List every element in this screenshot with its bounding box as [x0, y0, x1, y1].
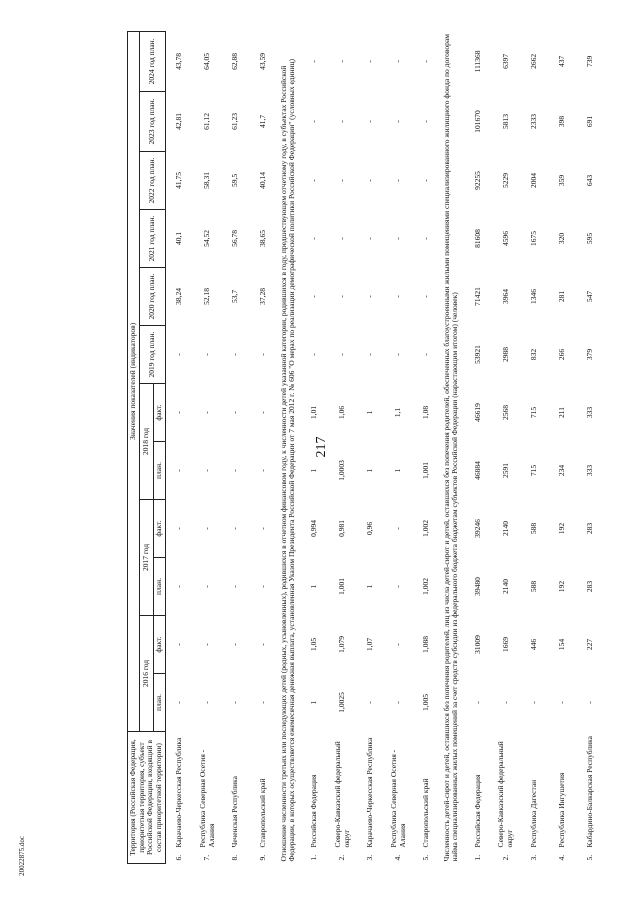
year-2016-header: 2016 год: [139, 615, 153, 731]
value-cell: 40,1: [174, 231, 184, 246]
value-cell: -: [500, 701, 510, 704]
value-cell: 5229: [500, 172, 510, 188]
value-cell: -: [421, 353, 431, 356]
table-row: [194, 31, 222, 863]
value-cell: 281: [556, 290, 566, 303]
territory-name: Российская Федерация: [472, 774, 482, 848]
row-number: 1.: [309, 854, 319, 861]
value-cell: 1,001: [421, 462, 431, 479]
value-cell: 2140: [500, 578, 510, 594]
value-cell: -: [472, 701, 482, 704]
value-cell: -: [230, 411, 240, 414]
value-cell: 1,002: [421, 520, 431, 537]
value-cell: 56,78: [230, 230, 240, 247]
year-2022-header: 2022 год план.: [139, 151, 165, 209]
value-cell: 2568: [500, 404, 510, 420]
value-cell: 6397: [500, 53, 510, 69]
value-cell: -: [365, 701, 375, 704]
value-cell: 283: [584, 522, 594, 535]
row-number: 3.: [365, 854, 375, 861]
value-cell: 547: [584, 290, 594, 303]
value-cell: 1,07: [365, 637, 375, 652]
value-cell: 61,23: [230, 113, 240, 130]
section-2-title: Численность детей-сирот и детей, оставшихся без попечения родителей, лиц из числа детей-сирот и детей, оставшихся без попечения родителей, обеспеченных благоустроенными жилыми помещениями специализированного жилищного фонда по договорам найма специализированных жилых помещений за счет средств субсидии из федерального бюджета бюджетам субъектов Российской Федерации (нарастающим итогом) (человек): [441, 34, 460, 862]
value-cell: 39246: [472, 519, 482, 538]
value-cell: -: [202, 469, 212, 472]
plan-header: план.: [153, 673, 165, 731]
value-cell: -: [584, 701, 594, 704]
table-row: [329, 31, 357, 863]
value-cell: 234: [556, 464, 566, 477]
value-cell: 92255: [472, 171, 482, 190]
value-cell: 2333: [528, 113, 538, 129]
value-cell: -: [230, 701, 240, 704]
value-cell: 0,981: [337, 520, 347, 537]
row-number: 6.: [174, 854, 184, 861]
value-cell: 53,7: [230, 289, 240, 304]
value-cell: 1: [309, 700, 319, 705]
value-cell: 1,01: [309, 405, 319, 420]
fact-header: факт.: [153, 499, 165, 557]
value-cell: 1,06: [337, 405, 347, 420]
value-cell: 1,0025: [337, 692, 347, 713]
page-number: 217: [314, 436, 329, 458]
year-2021-header: 2021 год план.: [139, 209, 165, 267]
value-cell: -: [393, 60, 403, 63]
value-cell: -: [174, 585, 184, 588]
value-cell: 715: [528, 406, 538, 419]
value-cell: 53921: [472, 345, 482, 364]
value-cell: -: [202, 585, 212, 588]
value-cell: -: [230, 353, 240, 356]
value-cell: -: [174, 701, 184, 704]
year-2023-header: 2023 год план.: [139, 91, 165, 151]
value-cell: -: [393, 585, 403, 588]
value-cell: 1669: [500, 636, 510, 652]
value-cell: 46619: [472, 403, 482, 422]
value-cell: -: [365, 353, 375, 356]
value-cell: -: [202, 411, 212, 414]
value-cell: -: [258, 527, 268, 530]
value-cell: 588: [528, 522, 538, 535]
value-cell: 1,08: [421, 405, 431, 420]
table-body-section-1: [301, 31, 441, 863]
value-cell: -: [309, 60, 319, 63]
row-number: 2.: [337, 854, 347, 861]
value-cell: -: [365, 60, 375, 63]
value-cell: -: [258, 469, 268, 472]
territory-name: Республика Северная Осетия - Алания: [197, 749, 216, 848]
value-cell: 227: [584, 638, 594, 651]
value-cell: -: [309, 353, 319, 356]
value-cell: -: [309, 120, 319, 123]
value-cell: 691: [584, 115, 594, 128]
value-cell: -: [258, 411, 268, 414]
value-cell: -: [365, 295, 375, 298]
value-cell: 39480: [472, 577, 482, 596]
fact-header: факт.: [153, 615, 165, 673]
territory-name: Северо-Кавказский федеральный округ: [496, 741, 514, 848]
value-cell: 1: [309, 584, 319, 589]
row-number: 5.: [421, 854, 431, 861]
value-cell: -: [393, 295, 403, 298]
territory-name: Республика Дагестан: [528, 779, 538, 848]
value-cell: -: [337, 353, 347, 356]
value-cell: 1,005: [421, 694, 431, 711]
value-cell: 266: [556, 348, 566, 361]
value-cell: -: [393, 237, 403, 240]
value-cell: -: [528, 701, 538, 704]
value-cell: -: [421, 295, 431, 298]
value-cell: 71421: [472, 287, 482, 306]
value-cell: 398: [556, 115, 566, 128]
value-cell: -: [174, 353, 184, 356]
territory-name: Ставропольский край: [421, 778, 431, 848]
value-cell: 1,0003: [337, 460, 347, 481]
territory-name: Республика Ингушетия: [556, 772, 566, 848]
value-cell: 41,75: [174, 172, 184, 189]
value-cell: 38,65: [258, 230, 268, 247]
value-cell: 2140: [500, 520, 510, 536]
section-2-heading: [441, 31, 464, 863]
value-cell: 111368: [472, 50, 482, 73]
year-2024-header: 2024 год план.: [139, 31, 165, 91]
value-cell: 4596: [500, 230, 510, 246]
value-cell: 1: [365, 584, 375, 589]
table-row: [413, 31, 441, 863]
value-cell: 2662: [528, 53, 538, 69]
value-cell: 2591: [500, 462, 510, 478]
value-cell: 2988: [500, 346, 510, 362]
value-cell: 59,5: [230, 173, 240, 188]
year-2018-header: 2018 год: [139, 383, 153, 499]
territory-name: Карачаево-Черкесская Республика: [365, 737, 375, 848]
table-row: [301, 31, 329, 863]
value-cell: -: [230, 643, 240, 646]
value-cell: -: [421, 179, 431, 182]
value-cell: 832: [528, 348, 538, 361]
value-cell: 62,88: [230, 52, 240, 70]
value-cell: -: [421, 237, 431, 240]
value-cell: -: [309, 237, 319, 240]
row-number: 4.: [393, 854, 403, 861]
value-cell: -: [393, 353, 403, 356]
value-cell: 1,001: [337, 578, 347, 595]
value-cell: 643: [584, 174, 594, 187]
value-cell: 1: [365, 410, 375, 415]
value-cell: 43,59: [258, 52, 268, 70]
territory-name: Ставропольский край: [258, 778, 268, 848]
fact-header: факт.: [153, 383, 165, 441]
value-cell: 715: [528, 464, 538, 477]
value-cell: 46884: [472, 461, 482, 480]
value-cell: -: [258, 585, 268, 588]
value-cell: -: [230, 469, 240, 472]
year-2020-header: 2020 год план.: [139, 267, 165, 325]
value-cell: 1,079: [337, 636, 347, 653]
value-cell: 359: [556, 174, 566, 187]
value-cell: -: [309, 295, 319, 298]
value-cell: -: [202, 701, 212, 704]
value-cell: -: [365, 120, 375, 123]
table-row: [165, 31, 194, 863]
value-cell: -: [258, 701, 268, 704]
plan-header: план.: [153, 441, 165, 499]
section-1-title: Отношение численности третьих или последующих детей (родных, усыновленных), родившихся в отчетном финансовом году, к численности детей указанной категории, родившихся в году, предшествующем отчетному году, в субъектах Российской Федерации, в которых осуществляется ежемесячная денежная выплата, установленная Указом Президента Российской Федерации от 7 мая 2012 г. № 606 "О мерах по реализации демографической политики Российской Федерации" (условных единиц): [278, 58, 297, 862]
table-row: [548, 31, 576, 863]
territory-name: Чеченская Республика: [230, 776, 240, 848]
value-cell: 595: [584, 232, 594, 245]
table-row: [250, 31, 278, 863]
value-cell: -: [202, 643, 212, 646]
value-cell: 1,002: [421, 578, 431, 595]
value-cell: -: [556, 701, 566, 704]
plan-header: план.: [153, 557, 165, 615]
value-cell: 43,78: [174, 52, 184, 70]
value-cell: 64,05: [202, 52, 212, 70]
value-cell: 1675: [528, 230, 538, 246]
value-cell: -: [393, 527, 403, 530]
value-cell: 38,24: [174, 288, 184, 305]
value-cell: 81608: [472, 229, 482, 248]
values-group-header: Значения показателей (индикаторов): [128, 31, 140, 731]
value-cell: 588: [528, 580, 538, 593]
value-cell: 154: [556, 638, 566, 651]
row-number: 1.: [472, 854, 482, 861]
value-cell: -: [202, 353, 212, 356]
value-cell: -: [174, 469, 184, 472]
value-cell: 101670: [472, 110, 482, 133]
value-cell: 192: [556, 580, 566, 593]
value-cell: 333: [584, 406, 594, 419]
value-cell: 58,31: [202, 172, 212, 189]
row-number: 5.: [584, 854, 594, 861]
value-cell: 41,7: [258, 114, 268, 129]
value-cell: -: [258, 643, 268, 646]
value-cell: 61,12: [202, 113, 212, 130]
value-cell: 192: [556, 522, 566, 535]
value-cell: -: [337, 60, 347, 63]
value-cell: 1,1: [393, 407, 403, 418]
table-body-top: [165, 31, 278, 863]
value-cell: 52,18: [202, 288, 212, 305]
territory-name: Кабардино-Балкарская Республика: [584, 735, 594, 848]
table-row: [222, 31, 250, 863]
value-cell: -: [393, 120, 403, 123]
territory-name: Российская Федерация: [309, 774, 319, 848]
value-cell: 1,088: [421, 636, 431, 653]
value-cell: -: [337, 237, 347, 240]
value-cell: -: [174, 643, 184, 646]
value-cell: -: [230, 585, 240, 588]
value-cell: -: [309, 179, 319, 182]
value-cell: -: [202, 527, 212, 530]
value-cell: 320: [556, 232, 566, 245]
value-cell: 5813: [500, 113, 510, 129]
value-cell: 2004: [528, 172, 538, 188]
value-cell: 1: [365, 468, 375, 473]
table-row: [385, 31, 413, 863]
value-cell: -: [337, 295, 347, 298]
value-cell: -: [337, 179, 347, 182]
value-cell: 37,28: [258, 288, 268, 305]
table-row: [464, 31, 492, 863]
document-id: 20022875.doc: [18, 836, 26, 876]
territory-name: Республика Северная Осетия - Алания: [389, 749, 407, 848]
territory-name: Карачаево-Черкесская Республика: [174, 737, 184, 848]
value-cell: 739: [584, 55, 594, 68]
value-cell: -: [421, 60, 431, 63]
value-cell: -: [393, 701, 403, 704]
value-cell: -: [393, 179, 403, 182]
row-number: 7.: [202, 854, 212, 861]
value-cell: 1346: [528, 288, 538, 304]
table-body-section-2: [464, 31, 604, 863]
value-cell: 333: [584, 464, 594, 477]
value-cell: -: [174, 411, 184, 414]
value-cell: -: [230, 527, 240, 530]
indicators-table: [127, 31, 604, 864]
value-cell: 1: [309, 468, 319, 473]
row-number: 4.: [556, 854, 566, 861]
value-cell: 42,81: [174, 113, 184, 130]
territory-name: Северо-Кавказский федеральный округ: [333, 741, 351, 848]
rotated-table-container: [127, 32, 594, 864]
value-cell: 211: [556, 407, 566, 418]
value-cell: 0,96: [365, 521, 375, 536]
row-number: 3.: [528, 854, 538, 861]
table-row: [576, 31, 604, 863]
year-2017-header: 2017 год: [139, 499, 153, 615]
value-cell: 283: [584, 580, 594, 593]
value-cell: 379: [584, 348, 594, 361]
section-1-heading: [278, 31, 301, 863]
row-number: 2.: [500, 854, 510, 861]
value-cell: -: [393, 643, 403, 646]
row-number: 8.: [230, 854, 240, 861]
table-row: [357, 31, 385, 863]
value-cell: 0,994: [309, 520, 319, 537]
row-number: 9.: [258, 854, 268, 861]
value-cell: 446: [528, 638, 538, 651]
value-cell: 54,52: [202, 230, 212, 247]
year-2019-header: 2019 год план.: [139, 325, 165, 383]
value-cell: -: [421, 120, 431, 123]
value-cell: 1: [393, 468, 403, 473]
value-cell: 40,14: [258, 172, 268, 189]
territory-header: Территория (Российская Федерация, приоритетная территория, субъект Российской Федерации, входящий в состав приоритетной территории): [128, 731, 166, 863]
value-cell: -: [258, 353, 268, 356]
value-cell: -: [337, 120, 347, 123]
value-cell: 437: [556, 55, 566, 68]
value-cell: 1,05: [309, 637, 319, 652]
table-row: [492, 31, 520, 863]
value-cell: -: [174, 527, 184, 530]
value-cell: -: [365, 179, 375, 182]
value-cell: 3964: [500, 288, 510, 304]
value-cell: 31009: [472, 635, 482, 654]
value-cell: -: [365, 237, 375, 240]
table-row: [520, 31, 548, 863]
